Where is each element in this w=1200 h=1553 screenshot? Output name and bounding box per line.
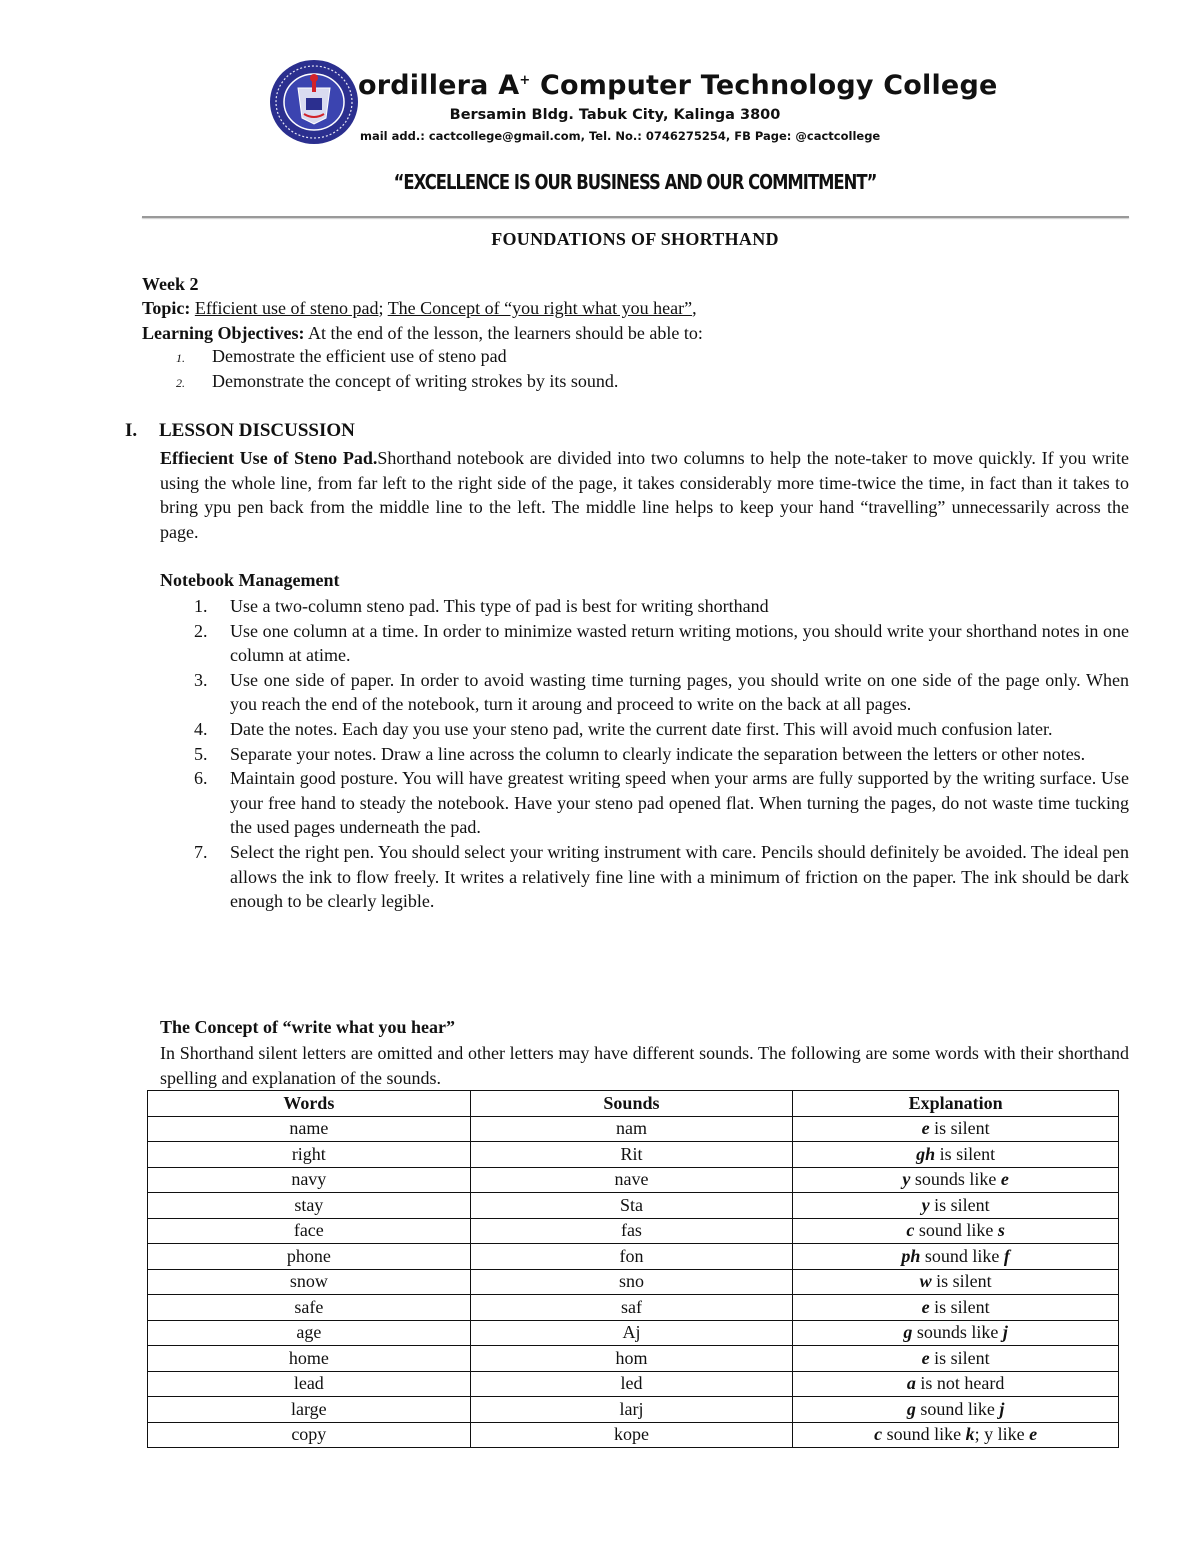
table-row bbox=[148, 1346, 1119, 1372]
sound-cell: Rit bbox=[470, 1142, 793, 1168]
explanation-letter: e bbox=[1029, 1424, 1038, 1445]
explanation-letter: w bbox=[919, 1271, 932, 1292]
objective-number: 2. bbox=[176, 376, 185, 390]
explanation-letter: c bbox=[906, 1220, 915, 1241]
word-cell: large bbox=[148, 1397, 471, 1423]
table-row bbox=[148, 1371, 1119, 1397]
explanation-letter: ph bbox=[901, 1245, 921, 1266]
explanation-cell bbox=[793, 1244, 1119, 1270]
table-row bbox=[148, 1295, 1119, 1321]
college-seal-icon bbox=[268, 58, 360, 146]
list-item-text: Separate your notes. Draw a line across the column to clearly indicate the separation between the letters or other notes. bbox=[230, 743, 1086, 764]
list-item bbox=[160, 717, 1129, 742]
list-item-text: Date the notes. Each day you use your steno pad, write the current date first. This will avoid much confusion later. bbox=[230, 718, 1053, 739]
list-item-number: 1. bbox=[194, 596, 208, 616]
explanation-letter: y bbox=[902, 1169, 911, 1190]
sound-cell: Sta bbox=[470, 1193, 793, 1219]
explanation-cell bbox=[793, 1142, 1119, 1168]
table-row bbox=[148, 1142, 1119, 1168]
list-item-number: 5. bbox=[194, 743, 208, 764]
explanation-text: sounds like bbox=[910, 1169, 1001, 1190]
section-heading bbox=[125, 420, 355, 442]
word-cell: phone bbox=[148, 1244, 471, 1270]
explanation-cell bbox=[793, 1346, 1119, 1372]
explanation-cell bbox=[793, 1320, 1119, 1346]
list-item bbox=[160, 766, 1129, 840]
steno-body: Shorthand notebook are divided into two columns to help the note-taker to move quickly. If you write using the whole line, from far left to the right side of the page, it takes considerably more time-twice the time, in fact than it takes to bring ypu pen back from the middle line to the left. The middle line helps to keep your hand “travelling” unnecessarily across the page. bbox=[160, 448, 1129, 542]
explanation-letter: j bbox=[1002, 1322, 1008, 1343]
explanation-cell bbox=[793, 1167, 1119, 1193]
word-cell: home bbox=[148, 1346, 471, 1372]
word-cell: copy bbox=[148, 1422, 471, 1448]
objectives-line bbox=[142, 321, 703, 346]
concept-paragraph: In Shorthand silent letters are omitted and other letters may have different sounds. The following are some words with their shorthand spelling and explanation of the sounds. bbox=[160, 1043, 1129, 1088]
column-header: Explanation bbox=[793, 1091, 1119, 1117]
explanation-cell bbox=[793, 1269, 1119, 1295]
table-row bbox=[148, 1193, 1119, 1219]
header-divider bbox=[142, 216, 1129, 218]
word-cell: navy bbox=[148, 1167, 471, 1193]
explanation-text: is silent bbox=[929, 1118, 990, 1139]
column-header: Words bbox=[148, 1091, 471, 1117]
notebook-heading: Notebook Management bbox=[160, 570, 340, 590]
explanation-letter: g bbox=[903, 1322, 913, 1343]
explanation-letter: e bbox=[921, 1118, 930, 1139]
college-name bbox=[358, 70, 998, 101]
sound-cell: Aj bbox=[470, 1320, 793, 1346]
explanation-text: is silent bbox=[929, 1296, 990, 1317]
explanation-letter: s bbox=[997, 1220, 1005, 1241]
sound-cell: nave bbox=[470, 1167, 793, 1193]
table-row bbox=[148, 1397, 1119, 1423]
college-name-sup: + bbox=[519, 73, 531, 88]
word-cell: name bbox=[148, 1116, 471, 1142]
course-title: FOUNDATIONS OF SHORTHAND bbox=[491, 229, 779, 249]
table-header-row bbox=[148, 1091, 1119, 1117]
explanation-text: sound like bbox=[915, 1398, 1000, 1419]
table-body bbox=[148, 1116, 1119, 1448]
list-item-text: Use one column at a time. In order to minimize wasted return writing motions, you should write your shorthand notes in one column at atime. bbox=[230, 620, 1129, 666]
list-item bbox=[160, 668, 1129, 717]
table-row bbox=[148, 1244, 1119, 1270]
table-row bbox=[148, 1218, 1119, 1244]
word-cell: snow bbox=[148, 1269, 471, 1295]
topic-end: , bbox=[692, 298, 697, 318]
explanation-letter: e bbox=[921, 1347, 930, 1368]
explanation-letter: a bbox=[906, 1373, 916, 1394]
topic-label: Topic: bbox=[142, 298, 191, 318]
table-row bbox=[148, 1116, 1119, 1142]
section-number: I. bbox=[125, 420, 138, 441]
objectives-intro: At the end of the lesson, the learners should be able to: bbox=[304, 323, 703, 343]
list-item-text: Use a two-column steno pad. This type of pad is best for writing shorthand bbox=[230, 596, 769, 616]
explanation-cell bbox=[793, 1295, 1119, 1321]
sound-cell: larj bbox=[470, 1397, 793, 1423]
college-name-prefix: ordillera A bbox=[358, 70, 520, 101]
list-item bbox=[160, 619, 1129, 668]
sound-cell: fon bbox=[470, 1244, 793, 1270]
word-cell: face bbox=[148, 1218, 471, 1244]
explanation-cell bbox=[793, 1371, 1119, 1397]
week-label: Week 2 bbox=[142, 274, 199, 294]
objectives-label: Learning Objectives: bbox=[142, 323, 305, 343]
words-table bbox=[147, 1090, 1119, 1448]
list-item bbox=[160, 594, 1129, 619]
sound-cell: hom bbox=[470, 1346, 793, 1372]
explanation-letter: c bbox=[874, 1424, 883, 1445]
steno-lead: Effiecient Use of Steno Pad. bbox=[160, 448, 378, 468]
college-address: Bersamin Bldg. Tabuk City, Kalinga 3800 bbox=[449, 107, 781, 123]
explanation-cell bbox=[793, 1116, 1119, 1142]
word-cell: age bbox=[148, 1320, 471, 1346]
explanation-letter: e bbox=[921, 1296, 930, 1317]
table-row bbox=[148, 1269, 1119, 1295]
explanation-letter: f bbox=[1003, 1245, 1010, 1266]
explanation-text: sounds like bbox=[912, 1322, 1003, 1343]
explanation-letter: k bbox=[965, 1424, 975, 1445]
column-header: Sounds bbox=[470, 1091, 793, 1117]
explanation-letter: gh bbox=[916, 1143, 936, 1164]
list-item-text: Maintain good posture. You will have greatest writing speed when your arms are fully supported by the writing surface. Use your free hand to steady the notebook. Have your steno pad opened flat. When turning the pages, do not waste time tucking the used pages underneath the pad. bbox=[230, 768, 1129, 838]
list-item bbox=[160, 742, 1129, 767]
explanation-text: is silent bbox=[935, 1143, 996, 1164]
list-item bbox=[160, 840, 1129, 914]
word-cell: safe bbox=[148, 1295, 471, 1321]
sound-cell: saf bbox=[470, 1295, 793, 1321]
word-cell: stay bbox=[148, 1193, 471, 1219]
list-item-number: 7. bbox=[194, 841, 208, 862]
sound-cell: nam bbox=[470, 1116, 793, 1142]
steno-paragraph bbox=[160, 446, 1129, 544]
explanation-text: is silent bbox=[931, 1271, 992, 1292]
explanation-text: sound like bbox=[920, 1245, 1004, 1266]
list-item-number: 2. bbox=[194, 620, 208, 641]
explanation-letter: e bbox=[1000, 1169, 1009, 1190]
college-motto: “EXCELLENCE IS OUR BUSINESS AND OUR COMMITMENT” bbox=[393, 170, 877, 194]
table-row bbox=[148, 1320, 1119, 1346]
sound-cell: fas bbox=[470, 1218, 793, 1244]
explanation-text: is silent bbox=[929, 1194, 990, 1215]
sound-cell: sno bbox=[470, 1269, 793, 1295]
notebook-list bbox=[160, 594, 1129, 914]
sound-cell: kope bbox=[470, 1422, 793, 1448]
explanation-cell bbox=[793, 1218, 1119, 1244]
list-item-text: Use one side of paper. In order to avoid wasting time turning pages, you should write on one side of the page only. When you reach the end of the notebook, turn it aroung and proceed to write on the back at all pages. bbox=[230, 669, 1129, 715]
table-row bbox=[148, 1422, 1119, 1448]
explanation-cell bbox=[793, 1397, 1119, 1423]
topic-separator: ; bbox=[378, 298, 384, 318]
concept-heading: The Concept of “write what you hear” bbox=[160, 1017, 455, 1037]
explanation-cell bbox=[793, 1422, 1119, 1448]
list-item-text: Select the right pen. You should select your writing instrument with care. Pencils should definitely be avoided. The ideal pen allows the ink to flow freely. It writes a relatively fine line with a minimum of friction on the paper. The ink should be dark enough to be clearly legible. bbox=[230, 841, 1129, 912]
explanation-letter: g bbox=[906, 1398, 916, 1419]
explanation-text: sound like bbox=[914, 1220, 998, 1241]
topic-part-1: Efficient use of steno pad bbox=[194, 298, 379, 318]
topic-line bbox=[142, 296, 697, 321]
college-name-suffix: Computer Technology College bbox=[530, 70, 998, 101]
explanation-letter: j bbox=[999, 1398, 1005, 1419]
list-item-number: 4. bbox=[194, 718, 208, 739]
explanation-text: sound like bbox=[882, 1424, 966, 1445]
objective-item: Demostrate the efficient use of steno pad bbox=[212, 346, 507, 366]
list-item-number: 3. bbox=[194, 669, 208, 690]
section-title: LESSON DISCUSSION bbox=[159, 420, 355, 441]
objective-number: 1. bbox=[176, 351, 185, 365]
word-cell: lead bbox=[148, 1371, 471, 1397]
topic-part-2: The Concept of “you right what you hear” bbox=[387, 298, 693, 318]
explanation-letter: y bbox=[921, 1194, 930, 1215]
explanation-text: ; y like bbox=[974, 1424, 1030, 1445]
explanation-text: is not heard bbox=[915, 1373, 1005, 1394]
objective-item: Demonstrate the concept of writing strokes by its sound. bbox=[212, 371, 619, 391]
explanation-text: is silent bbox=[929, 1347, 990, 1368]
list-item-number: 6. bbox=[194, 768, 208, 789]
college-contact: mail add.: cactcollege@gmail.com, Tel. No.: 0746275254, FB Page: @cactcollege bbox=[360, 129, 881, 143]
word-cell: right bbox=[148, 1142, 471, 1168]
table-row bbox=[148, 1167, 1119, 1193]
sound-cell: led bbox=[470, 1371, 793, 1397]
explanation-cell bbox=[793, 1193, 1119, 1219]
